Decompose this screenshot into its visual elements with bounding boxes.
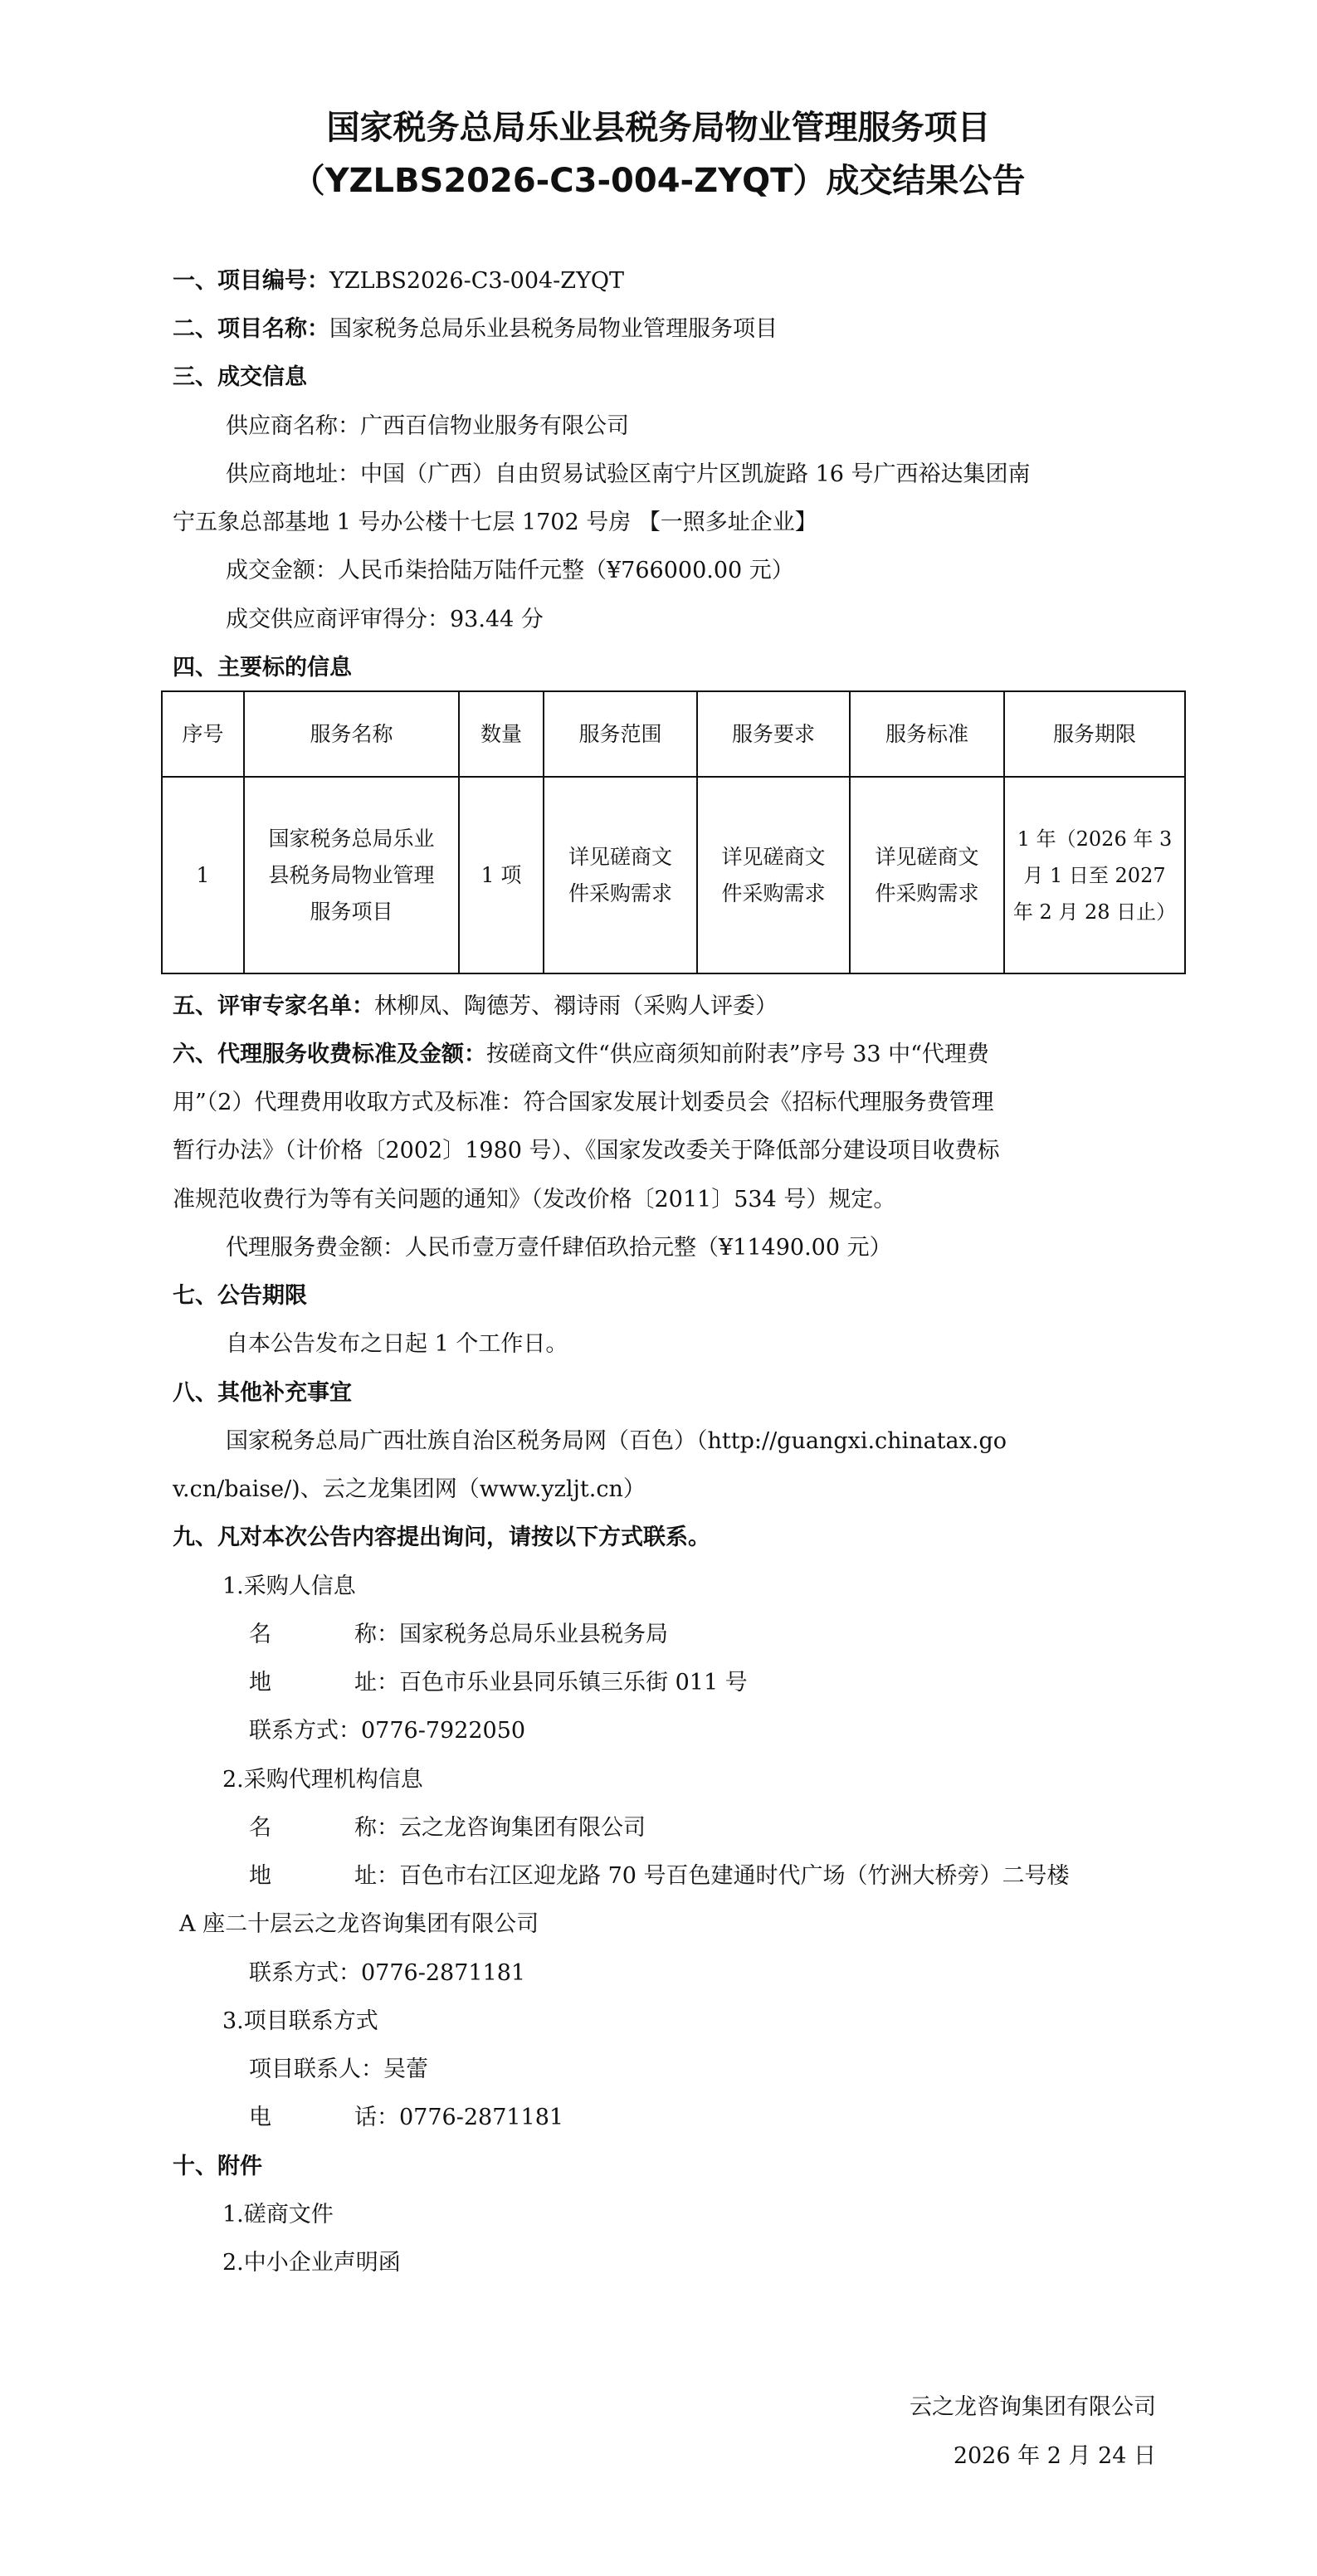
supplier-score-value: 93.44 分 bbox=[450, 607, 544, 632]
cell-line: 服务项目 bbox=[310, 899, 393, 924]
project-contact-person-label: 项目联系人： bbox=[249, 2056, 383, 2082]
supplier-score bbox=[226, 606, 544, 634]
label-part: 名 bbox=[249, 1622, 271, 1647]
section-agency-fee bbox=[173, 1041, 989, 1069]
label-part: 名 bbox=[249, 1815, 271, 1841]
notice-period-text: 自本公告发布之日起 1 个工作日。 bbox=[226, 1331, 568, 1357]
agency-name-value: 云之龙咨询集团有限公司 bbox=[399, 1815, 646, 1841]
header-cell: 服务范围 bbox=[544, 691, 697, 777]
label-part: 称： bbox=[354, 1622, 399, 1647]
deal-amount bbox=[226, 557, 794, 585]
header-cell: 服务标准 bbox=[850, 691, 1004, 777]
signature-org: 云之龙咨询集团有限公司 bbox=[910, 2394, 1156, 2420]
cell-no: 1 bbox=[162, 777, 244, 973]
label-part: 称： bbox=[354, 1815, 399, 1841]
project-contact-person bbox=[249, 2056, 428, 2084]
section-other-matters-heading: 八、其他补充事宜 bbox=[173, 1380, 352, 1406]
document-title-line2: （YZLBS2026-C3-004-ZYQT）成交结果公告 bbox=[291, 162, 1026, 200]
header-cell: 服务要求 bbox=[697, 691, 850, 777]
cell-line: 详见磋商文 bbox=[875, 844, 979, 869]
section-project-name bbox=[173, 315, 778, 344]
label-part: 址： bbox=[354, 1670, 399, 1695]
buyer-contact-label: 联系方式： bbox=[249, 1718, 361, 1744]
buyer-name bbox=[249, 1621, 668, 1649]
project-contact-heading: 3.项目联系方式 bbox=[222, 2008, 378, 2034]
supplier-name-label: 供应商名称： bbox=[226, 413, 360, 439]
cell-line: 年 2 月 28 日止） bbox=[1012, 900, 1177, 924]
label-part: 地 bbox=[249, 1670, 271, 1695]
agency-fee-line1: 按磋商文件“供应商须知前附表”序号 33 中“代理费 bbox=[486, 1042, 989, 1067]
table-header-row bbox=[162, 691, 1185, 777]
section-label: 五、评审专家名单： bbox=[173, 993, 374, 1019]
cell-line: 详见磋商文 bbox=[568, 844, 672, 869]
cell-standard bbox=[850, 777, 1004, 973]
agency-fee-line4: 准规范收费行为等有关问题的通知》（发改价格〔2011〕534 号）规定。 bbox=[173, 1187, 896, 1212]
deal-amount-value: 人民币柒拾陆万陆仟元整（¥766000.00 元） bbox=[338, 558, 794, 583]
attachment-item: 1.磋商文件 bbox=[222, 2202, 334, 2227]
section-attachments-heading: 十、附件 bbox=[173, 2154, 262, 2179]
cell-service-name bbox=[244, 777, 459, 973]
supplier-address-line1: 中国（广西）自由贸易试验区南宁片区凯旋路 16 号广西裕达集团南 bbox=[360, 461, 1031, 487]
cell-line: 件采购需求 bbox=[568, 881, 672, 905]
signature-date: 2026 年 2 月 24 日 bbox=[953, 2443, 1156, 2469]
agency-contact bbox=[249, 1959, 525, 1988]
section-experts bbox=[173, 993, 778, 1021]
section-deal-info-heading: 三、成交信息 bbox=[173, 364, 307, 390]
agency-address-line2: A 座二十层云之龙咨询集团有限公司 bbox=[179, 1911, 539, 1937]
supplier-name-value: 广西百信物业服务有限公司 bbox=[360, 413, 629, 439]
buyer-heading: 1.采购人信息 bbox=[222, 1573, 356, 1599]
header-cell: 数量 bbox=[459, 691, 544, 777]
section-notice-period-heading: 七、公告期限 bbox=[173, 1283, 307, 1309]
cell-line: 1 年（2026 年 3 bbox=[1017, 827, 1173, 851]
project-contact-phone bbox=[249, 2104, 563, 2132]
agency-address bbox=[249, 1862, 1070, 1891]
agency-contact-value: 0776-2871181 bbox=[361, 1960, 526, 1986]
cell-requirements bbox=[697, 777, 850, 973]
label-part: 址： bbox=[354, 1863, 399, 1889]
document-title-line1: 国家税务总局乐业县税务局物业管理服务项目 bbox=[326, 109, 991, 147]
header-cell: 序号 bbox=[162, 691, 244, 777]
attachment-item: 2.中小企业声明函 bbox=[222, 2250, 401, 2276]
agency-heading: 2.采购代理机构信息 bbox=[222, 1767, 423, 1793]
project-name-value: 国家税务总局乐业县税务局物业管理服务项目 bbox=[329, 316, 778, 342]
cell-line: 详见磋商文 bbox=[721, 844, 826, 869]
supplier-address-line2: 宁五象总部基地 1 号办公楼十七层 1702 号房 【一照多址企业】 bbox=[173, 510, 817, 535]
cell-line: 月 1 日至 2027 bbox=[1023, 863, 1166, 887]
section-contact-heading: 九、凡对本次公告内容提出询问，请按以下方式联系。 bbox=[173, 1525, 710, 1550]
cell-line: 国家税务总局乐业 bbox=[268, 826, 435, 851]
section-label: 六、代理服务收费标准及金额： bbox=[173, 1042, 486, 1067]
other-matters-line2: v.cn/baise/)、云之龙集团网（www.yzljt.cn） bbox=[173, 1476, 646, 1502]
project-contact-phone-value: 0776-2871181 bbox=[399, 2105, 564, 2130]
cell-line: 件采购需求 bbox=[875, 881, 979, 905]
experts-value: 林柳凤、陶德芳、禤诗雨（采购人评委） bbox=[374, 993, 778, 1019]
project-number-value: YZLBS2026-C3-004-ZYQT bbox=[329, 268, 625, 294]
subject-table bbox=[161, 690, 1186, 974]
buyer-contact-value: 0776-7922050 bbox=[361, 1718, 526, 1744]
agency-fee-line2: 用”（2）代理费用收取方式及标准：符合国家发展计划委员会《招标代理服务费管理 bbox=[173, 1090, 994, 1115]
label-part: 地 bbox=[249, 1863, 271, 1889]
other-matters-line1: 国家税务总局广西壮族自治区税务局网（百色）（http://guangxi.chinatax.go bbox=[226, 1428, 1007, 1454]
agency-fee-amount bbox=[226, 1234, 892, 1262]
project-contact-person-value: 吴蕾 bbox=[383, 2056, 428, 2082]
deal-amount-label: 成交金额： bbox=[226, 558, 338, 583]
buyer-contact bbox=[249, 1717, 525, 1745]
table-row bbox=[162, 777, 1185, 973]
agency-name bbox=[249, 1814, 646, 1842]
cell-line: 县税务局物业管理 bbox=[268, 862, 435, 887]
supplier-name bbox=[226, 412, 629, 441]
header-cell: 服务名称 bbox=[244, 691, 459, 777]
agency-contact-label: 联系方式： bbox=[249, 1960, 361, 1986]
supplier-score-label: 成交供应商评审得分： bbox=[226, 607, 450, 632]
section-project-number bbox=[173, 267, 624, 295]
section-label: 二、项目名称： bbox=[173, 316, 329, 342]
buyer-address-value: 百色市乐业县同乐镇三乐街 011 号 bbox=[399, 1670, 748, 1695]
agency-fee-amount-value: 人民币壹万壹仟肆佰玖拾元整（¥11490.00 元） bbox=[405, 1235, 892, 1261]
label-part: 电 bbox=[249, 2105, 271, 2130]
header-cell: 服务期限 bbox=[1004, 691, 1185, 777]
buyer-name-value: 国家税务总局乐业县税务局 bbox=[399, 1622, 668, 1647]
supplier-address-label: 供应商地址： bbox=[226, 461, 360, 487]
cell-scope bbox=[544, 777, 697, 973]
cell-quantity: 1 项 bbox=[459, 777, 544, 973]
supplier-address bbox=[226, 461, 1031, 489]
buyer-address bbox=[249, 1669, 748, 1697]
cell-term bbox=[1004, 777, 1185, 973]
agency-fee-line3: 暂行办法》（计价格〔2002〕1980 号）、《国家发改委关于降低部分建设项目收费标 bbox=[173, 1138, 1000, 1164]
cell-line: 件采购需求 bbox=[721, 881, 826, 905]
agency-fee-amount-label: 代理服务费金额： bbox=[226, 1235, 405, 1261]
section-subject-info-heading: 四、主要标的信息 bbox=[173, 655, 352, 681]
section-label: 一、项目编号： bbox=[173, 268, 329, 294]
agency-address-line1: 百色市右江区迎龙路 70 号百色建通时代广场（竹洲大桥旁）二号楼 bbox=[399, 1863, 1070, 1889]
label-part: 话： bbox=[354, 2105, 399, 2130]
